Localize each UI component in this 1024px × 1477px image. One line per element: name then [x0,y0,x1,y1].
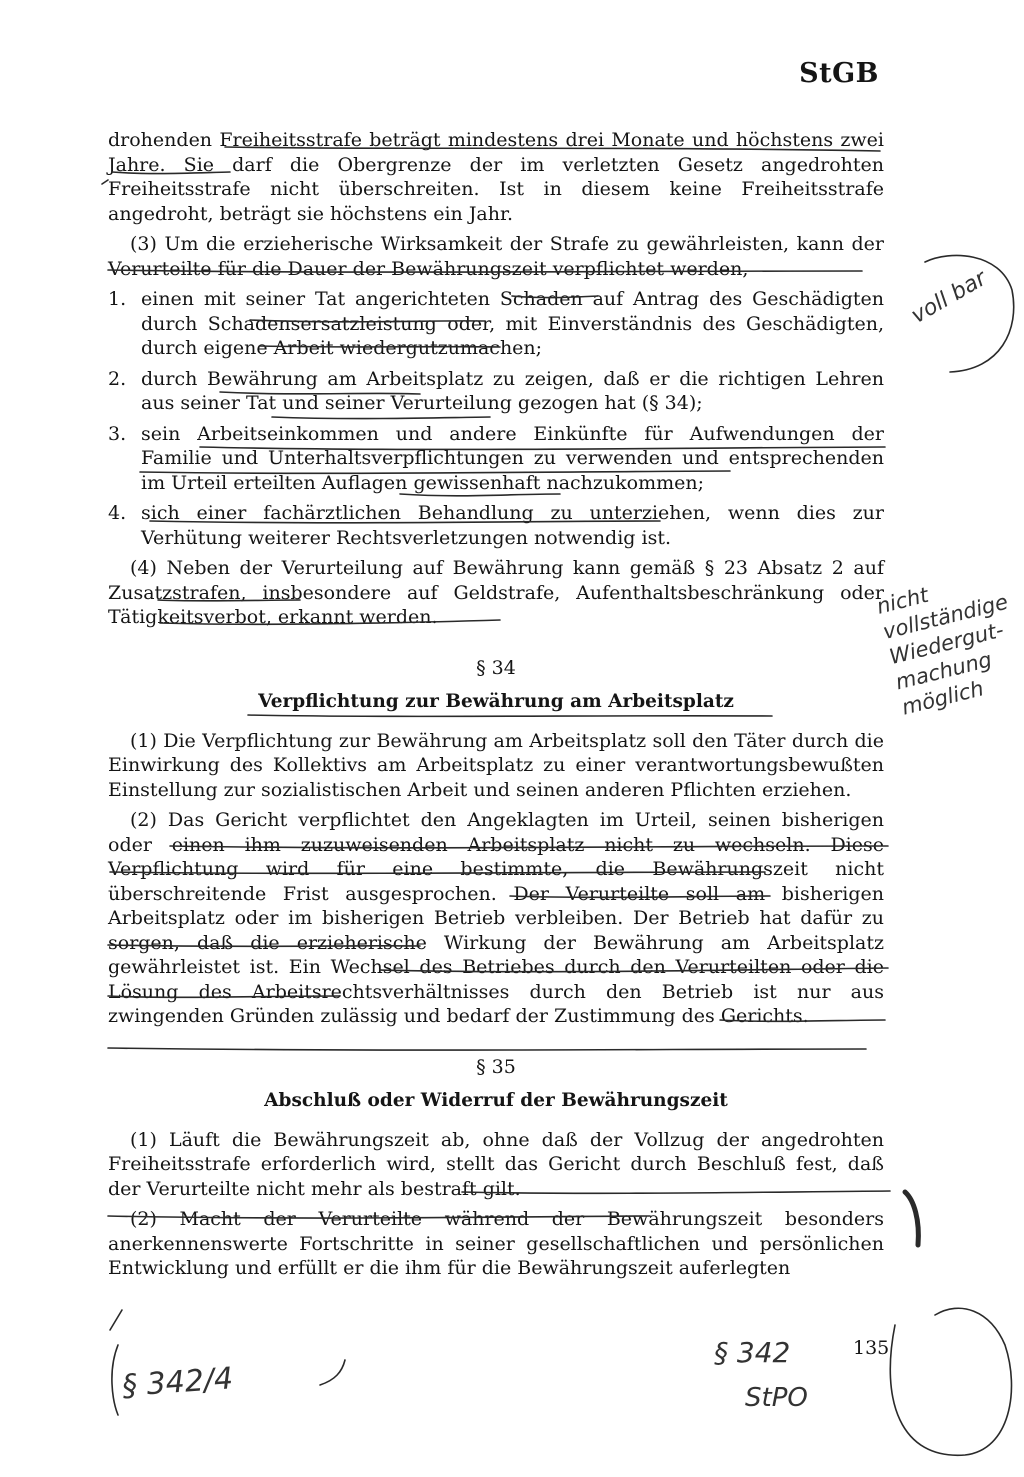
list-item [108,501,884,550]
section-34-paragraph-1: (1) Die Verpflichtung zur Bewährung am Arbeitsplatz soll den Täter durch die Einwirkung des Kollektivs am Arbeitsplatz zu einer verantwortungsbewußten Einstellung zur sozialistischen Arbeit und seinen anderen Pflichten erziehen. [108,729,884,801]
paragraph-3: (3) Um die erzieherische Wirksamkeit der Strafe zu gewährleisten, kann der Verurteilte für die Dauer der Bewährungszeit verpflichtet werden, [108,233,884,280]
section-35-number: § 35 [476,1055,516,1078]
list-text: sein Arbeitseinkommen und andere Einkünfte für Aufwendungen der Familie und Unterhaltsverpflichtungen zu verwenden und entsprechenden im Urteil erteilten Auflagen gewissenhaft nachzukommen; [141,422,884,494]
list-item [108,287,884,361]
section-35-paragraph-1: (1) Läuft die Bewährungszeit ab, ohne daß der Vollzug der angedrohten Freiheitsstrafe erforderlich wird, stellt das Gericht durch Beschluß fest, daß der Verurteilte nicht mehr als bestraft gilt. [108,1128,884,1200]
handwritten-note: voll bar [907,266,991,329]
list-item [108,367,884,416]
list-number: 1. [108,288,127,310]
handwritten-reference: § 342 [714,1336,791,1369]
page-number: 135 [853,1337,890,1359]
text-block-1 [108,128,884,1287]
section-35-title: Abschluß oder Widerruf der Bewährungszeit [264,1090,728,1111]
handwritten-note: nicht vollständige Wiedergut- machung möglich [874,582,1011,720]
list-number: 3. [108,422,127,445]
section-34-title: Verpflichtung zur Bewährung am Arbeitsplatz [258,691,734,712]
handwritten-reference: § 342/4 [121,1361,235,1404]
section-34-number: § 34 [476,656,516,679]
list-text: sich einer fachärztlichen Behandlung zu unterziehen, wenn dies zur Verhütung weiterer Rechtsverletzungen notwendig ist. [141,502,884,549]
section-34-paragraph-2: (2) Das Gericht verpflichtet den Angeklagten im Urteil, seinen bisherigen oder einen ihm zuzuweisenden Arbeitsplatz nicht zu wechseln. Diese Verpflichtung wird für eine bestimmte, die Bewährungszeit nicht überschreitende Frist ausgesprochen. Der Verurteilte soll am bisherigen Arbeitsplatz oder im bisherigen Betrieb verbleiben. Der Betrieb hat dafür zu sorgen, daß die erzieherische Wirkung der Bewährung am Arbeitsplatz gewährleistet ist. Ein Wechsel des Betriebes durch den Verurteilten oder die Lösung des Arbeitsrechtsverhältnisses durch den Betrieb ist nur aus zwingenden Gründen zulässig und bedarf der Zustimmung des Gerichts. [108,809,884,1027]
list-text: durch Bewährung am Arbeitsplatz zu zeigen, daß er die richtigen Lehren aus seiner Tat und seiner Verurteilung gezogen hat (§ 34); [141,367,884,414]
header-code: StGB [799,58,879,89]
list-number: 2. [108,367,127,390]
section-35-paragraph-2: (2) Macht der Verurteilte während der Bewährungszeit besonders anerkennenswerte Fortschritte in seiner gesellschaftlichen und persönlichen Entwicklung und erfüllt er die ihm für die Bewährungszeit auferlegten [108,1208,884,1279]
list-number: 4. [108,502,127,524]
paragraph-4: (4) Neben der Verurteilung auf Bewährung kann gemäß § 23 Absatz 2 auf Zusatzstrafen, insbesondere auf Geldstrafe, Aufenthaltsbeschränkung oder Tätigkeitsverbot, erkannt werden. [108,557,884,628]
handwritten-reference: StPO [745,1383,808,1413]
list-text: einen mit seiner Tat angerichteten Schaden auf Antrag des Geschädigten durch Schadensersatzleistung oder, mit Einverständnis des Geschädigten, durch eigene Arbeit wiedergutzumachen; [141,288,884,359]
paragraph-continuation: drohenden Freiheitsstrafe beträgt mindestens drei Monate und höchstens zwei Jahre. Sie darf die Obergrenze der im verletzten Gesetz angedrohten Freiheitsstrafe nicht überschreiten. Ist in diesem keine Freiheitsstrafe angedroht, beträgt sie höchstens ein Jahr. [108,129,884,225]
list-item [108,422,884,496]
